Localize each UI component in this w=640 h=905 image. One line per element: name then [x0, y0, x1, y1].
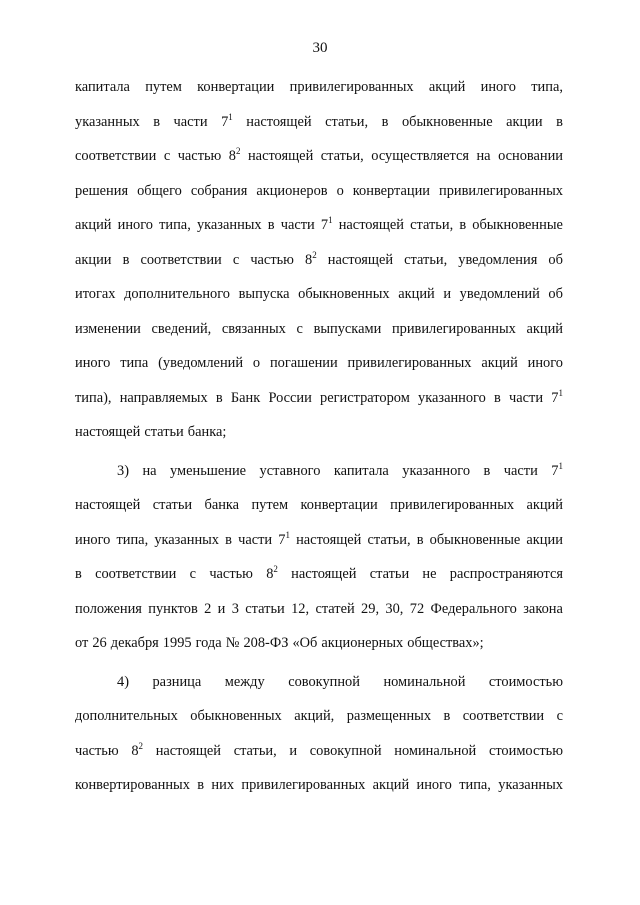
word: регистратором	[320, 389, 410, 406]
word: статьи,	[325, 113, 369, 130]
word: в	[122, 251, 130, 268]
word: банка;	[187, 424, 227, 440]
word: соответствии	[140, 251, 222, 268]
word: 2	[204, 600, 212, 617]
text-line	[75, 111, 563, 146]
word: осуществляется	[371, 148, 469, 164]
word: собрания	[190, 182, 248, 199]
word: 4)	[117, 673, 129, 690]
word: $7^1$	[320, 215, 333, 233]
word: статьи	[369, 566, 410, 582]
word: о	[336, 182, 344, 199]
word: акций	[428, 79, 466, 95]
word: обыкновенных	[190, 708, 282, 724]
word: уменьшение	[170, 462, 247, 479]
word: стоимостью	[488, 673, 563, 690]
word: Банк	[230, 389, 261, 406]
word: уставного	[259, 462, 321, 479]
word: совокупной	[288, 673, 360, 690]
word: акций	[526, 320, 563, 337]
word: статьи	[245, 600, 285, 617]
body-text	[75, 76, 563, 809]
text-line	[75, 632, 563, 667]
word: соответствии	[462, 708, 545, 724]
word: акционеров	[256, 182, 328, 199]
word: в	[483, 462, 491, 479]
word: 3)	[117, 462, 129, 479]
word: обществах»;	[407, 635, 484, 651]
word: иного	[117, 217, 153, 233]
text-line	[75, 460, 563, 495]
word: сведений,	[151, 320, 212, 337]
word: путем	[251, 497, 289, 513]
word: $7^1$	[551, 460, 563, 479]
word: связанных	[221, 320, 286, 337]
word: типа,	[531, 79, 563, 95]
word: указанных	[498, 777, 563, 793]
word: направляемых	[119, 389, 208, 406]
text-line	[75, 283, 563, 318]
word: с	[556, 708, 563, 724]
word: частью	[209, 566, 253, 582]
word: статьи,	[233, 742, 277, 759]
text-line	[75, 563, 563, 598]
word: частью	[250, 251, 294, 268]
word: статьи,	[404, 251, 448, 268]
word: конвертации	[197, 79, 275, 95]
word: решения	[75, 182, 129, 199]
word: №	[225, 635, 240, 651]
word: погашении	[269, 355, 338, 371]
text-line	[75, 494, 563, 529]
word: акций,	[294, 708, 335, 724]
word: статьи	[144, 424, 184, 440]
word: изменении	[75, 320, 141, 337]
word: указанных	[75, 113, 140, 130]
word: в	[215, 389, 223, 406]
word: с	[163, 148, 171, 164]
word: номинальной	[383, 673, 466, 690]
word: указанных	[196, 217, 262, 233]
word: общего	[137, 182, 182, 199]
word: иного	[416, 777, 452, 793]
word: 3	[231, 600, 239, 617]
word: $8^2$	[266, 564, 278, 582]
word: выпусками	[313, 320, 382, 337]
word: типа,	[116, 531, 149, 548]
word: об	[548, 251, 563, 268]
word: указанного	[418, 389, 486, 406]
word: акций	[481, 355, 518, 371]
word: на	[142, 462, 157, 479]
word: (уведомлений	[158, 355, 244, 371]
word: акций	[398, 286, 435, 302]
word: типа,	[159, 217, 191, 233]
word: в	[459, 217, 467, 233]
word: уведомлений	[459, 286, 540, 302]
word: частью	[75, 742, 119, 759]
word: $8^2$	[131, 740, 144, 759]
word: России	[268, 389, 312, 406]
text-line	[75, 180, 563, 215]
word: конвертации	[300, 497, 378, 513]
word: 30,	[385, 600, 404, 617]
word: в	[197, 777, 205, 793]
word: уведомления	[458, 251, 538, 268]
word: части	[280, 217, 315, 233]
text-line	[75, 529, 563, 564]
word: путем	[145, 79, 182, 95]
word: распространяются	[449, 566, 563, 582]
word: на	[476, 148, 491, 164]
word: обыкновенные	[472, 217, 563, 233]
word: настоящей	[75, 497, 141, 513]
word: настоящей	[338, 217, 405, 233]
word: акций	[75, 217, 112, 233]
word: привилегированных	[241, 777, 366, 793]
word: основании	[498, 148, 563, 164]
text-line	[75, 318, 563, 353]
word: привилегированных	[390, 497, 515, 513]
word: акций	[372, 777, 410, 793]
word: номинальной	[394, 742, 477, 759]
text-line	[75, 774, 563, 809]
word: с	[296, 320, 303, 337]
word: 29,	[361, 600, 380, 617]
word: соответствии	[75, 148, 157, 164]
word: года	[195, 635, 222, 651]
text-line	[75, 249, 563, 284]
text-line	[75, 705, 563, 740]
word: выпуска	[238, 286, 290, 302]
word: пунктов	[148, 600, 198, 617]
word: иного	[75, 531, 111, 548]
word: привилегированных	[439, 182, 563, 199]
word: настоящей	[291, 566, 357, 582]
text-line	[75, 145, 563, 180]
word: акции	[506, 113, 543, 130]
word: в	[556, 113, 563, 130]
text-line	[75, 671, 563, 706]
word: в	[267, 217, 275, 233]
word: стоимостью	[488, 742, 563, 759]
word: Федерального	[430, 600, 517, 617]
word: типа	[120, 355, 149, 371]
word: с	[232, 251, 240, 268]
word: привилегированных	[289, 79, 414, 95]
word: и	[289, 742, 298, 759]
word: между	[224, 673, 265, 690]
word: настоящей	[296, 531, 362, 548]
word: не	[422, 566, 437, 582]
word: закона	[523, 600, 563, 617]
word: «Об	[292, 635, 318, 651]
word: капитала	[333, 462, 389, 479]
word: настоящей	[155, 742, 221, 759]
word: привилегированных	[391, 320, 516, 337]
word: в	[153, 113, 161, 130]
word: акции	[75, 251, 112, 268]
word: типа),	[75, 389, 112, 406]
word: статей	[315, 600, 355, 617]
word: настоящей	[247, 148, 314, 164]
word: в	[225, 531, 232, 548]
word: 72	[409, 600, 425, 617]
word: 26	[92, 635, 107, 651]
word: соответствии	[95, 566, 177, 582]
word: конвертированных	[75, 777, 190, 793]
word: в	[443, 708, 451, 724]
word: обыкновенные	[401, 113, 493, 130]
word: 1995	[162, 635, 192, 651]
word: $8^2$	[228, 146, 241, 164]
text-line	[75, 421, 563, 456]
word: акции	[526, 531, 563, 548]
word: статьи	[152, 497, 193, 513]
word: $7^1$	[221, 111, 233, 130]
word: части	[173, 113, 208, 130]
word: совокупной	[309, 742, 382, 759]
word: частью	[177, 148, 222, 164]
word: об	[548, 286, 563, 302]
word: итогах	[75, 286, 116, 302]
word: с	[189, 566, 197, 582]
word: акционерных	[321, 635, 404, 651]
word: части	[503, 462, 538, 479]
word: настоящей	[327, 251, 394, 268]
word: обыкновенных	[298, 286, 390, 302]
word: привилегированных	[347, 355, 472, 371]
word: банка	[204, 497, 240, 513]
word: положения	[75, 600, 142, 617]
word: иного	[75, 355, 111, 371]
word: разница	[152, 673, 202, 690]
word: о	[252, 355, 261, 371]
word: акций	[526, 497, 563, 513]
word: настоящей	[75, 424, 141, 440]
word: в	[381, 113, 389, 130]
word: и	[443, 286, 452, 302]
word: обыкновенные	[429, 531, 521, 548]
word: указанного	[402, 462, 471, 479]
word: 12,	[291, 600, 310, 617]
word: части	[238, 531, 273, 548]
word: иного	[527, 355, 563, 371]
word: декабря	[110, 635, 159, 651]
word: настоящей	[246, 113, 312, 130]
word: 208-ФЗ	[243, 635, 289, 651]
word: $7^1$	[551, 387, 563, 406]
word: статьи,	[410, 217, 454, 233]
text-line	[75, 387, 563, 422]
word: них	[211, 777, 235, 793]
word: капитала	[75, 79, 130, 95]
word: $8^2$	[305, 249, 317, 268]
word: иного	[480, 79, 516, 95]
word: в	[494, 389, 501, 406]
text-line	[75, 598, 563, 633]
word: $7^1$	[278, 529, 290, 548]
word: дополнительного	[124, 286, 230, 302]
text-line	[75, 352, 563, 387]
word: в	[75, 566, 82, 582]
page-number: 30	[312, 40, 328, 56]
word: конвертации	[352, 182, 431, 199]
word: размещенных	[346, 708, 432, 724]
word: статьи,	[367, 531, 411, 548]
word: дополнительных	[75, 708, 178, 724]
text-line	[75, 740, 563, 775]
text-line	[75, 76, 563, 111]
word: указанных	[154, 531, 220, 548]
word: статьи,	[320, 148, 364, 164]
word: от	[75, 635, 89, 651]
word: типа,	[459, 777, 491, 793]
word: и	[217, 600, 226, 617]
text-line	[75, 214, 563, 249]
word: части	[509, 389, 544, 406]
word: в	[416, 531, 424, 548]
